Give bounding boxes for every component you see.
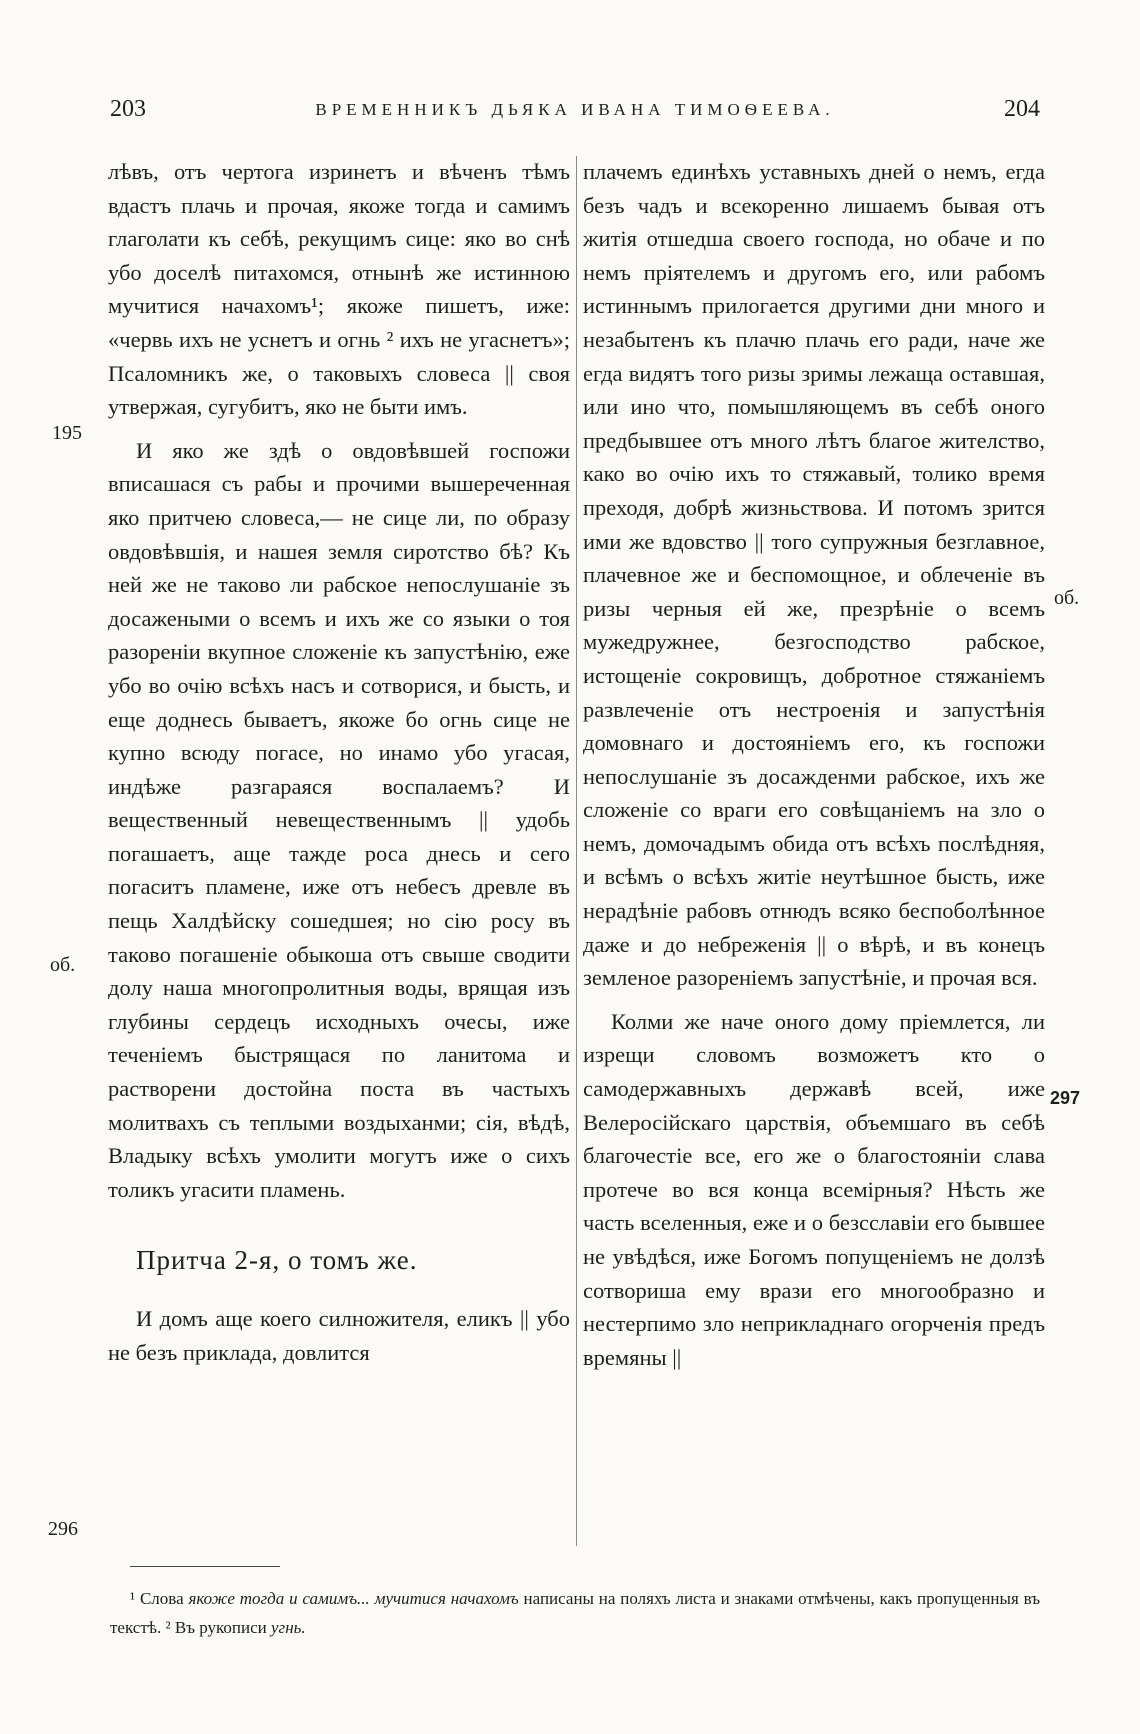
page-number-right: 204 [1004, 96, 1040, 122]
right-column [583, 155, 1045, 1374]
footnote-text-part: Слова [139, 1589, 184, 1608]
paragraph: Колми же наче оного дому пріемлется, ли изрещи словомъ возможетъ кто о самодержавныхъ державѣ всей, иже Велеросійскаго царствія, объемшаго въ себѣ благочестіе все, его же о благостояніи слава протече во вся конца всемірныя? Нѣсть же часть вселенныя, еже и о безсславіи его бывшее не увѣдѣся, иже Богомъ попущеніемъ не долзѣ сотвориша ему врази его многообразно и нестерпимо зло неприкладнаго огорченія предъ времяны || [583, 1008, 1045, 1370]
footnote-marker: ² [165, 1618, 171, 1637]
footnote-text-part: Въ рукописи [174, 1618, 267, 1637]
footnote-italic: угнь. [271, 1618, 306, 1637]
running-header [110, 96, 1040, 130]
footnote-marker: ¹ [130, 1589, 136, 1608]
margin-note-297: 297 [1050, 1088, 1081, 1108]
margin-note-296: 296 [48, 1518, 78, 1540]
page-number-left: 203 [110, 96, 146, 122]
footnotes [110, 1584, 1040, 1642]
footnote-italic: якоже тогда и самимъ... мучитися начахомъ [188, 1589, 519, 1608]
margin-note-right-ob: об. [1054, 587, 1080, 609]
paragraph: И домъ аще коего силножителя, еликъ || убо не безъ приклада, довлится [108, 1306, 570, 1365]
footnote-text-part: написаны на поляхъ листа и знаками отмѣчены, какъ пропущенныя въ текстѣ. [110, 1589, 1040, 1637]
paragraph: И яко же здѣ о овдовѣвшей госпожи вписашася съ рабы и прочими вышереченная яко притчею словеса,— не сице ли, по образу овдовѣвшія, и нашея земля сиротство бѣ? Къ ней же не таково ли рабское непослушаніе зъ досажеными о всемъ и ихъ же со языки о тоя разореніи вкупное сложеніе къ запустѣнію, еже убо во очію всѣхъ насъ и сотворися, и бысть, и еще доднесь бываетъ, якоже бо огнь сице не купно всюду погасе, но инамо убо угасая, индѣже разгараяся воспалаемъ? И вещественный невещественнымъ || удобь погашаетъ, аще тажде роса днесь и сего погаситъ пламене, иже отъ небесъ древле въ пещь Халдѣйску сошедшея; но сію росу въ таково погашеніе обыкоша отъ свыше сводити долу наша многопролитныя воды, врящая изъ глубины сердецъ исходныхъ очесы, иже теченіемъ быстрящася по ланитома и растворени достойна поста въ частыхъ молитвахъ съ теплыми воздыханми; сія, вѣдѣ, Владыку всѣхъ умолити могутъ иже о сихъ толикъ угасити пламень. [108, 437, 570, 1202]
footnote-rule [130, 1566, 280, 1567]
left-column [108, 155, 570, 1369]
paragraph: плачемъ единѣхъ уставныхъ дней о немъ, егда безъ чадъ и всекоренно лишаемъ бывая отъ житія отшедша своего господа, но обаче и по немъ пріятелемъ и другомъ его, или рабомъ истиннымъ прилогается другими дни много и незабытенъ къ плачю плачь его ради, наче же егда видятъ того ризы зримы лежаща оставшая, или ино что, помышляющемъ въ себѣ оного предбывшее отъ много лѣтъ благое жителство, како во очію ихъ то стяжавый, толико время преходя, добрѣ жизньствова. И потомъ зрится ими же вдовство || того супружныя безглавное, плачевное же и беспомощное, и облеченіе въ ризы черныя ей же, презрѣніе о всемъ мужедружнее, безгосподство рабское, истощеніе сокровищъ, добротное стяжаніемъ развлеченіе отъ нестроенія и запустѣнія домовнаго и достояніемъ его, къ госпожи непослушаніе зъ досажденми рабское, ихъ же сложеніе со враги его совѣщаніемъ на зло о немъ, домочадымъ обида отъ всѣхъ послѣдняя, и всѣмъ о всѣхъ житіе неутѣшное бысть, иже нерадѣніе рабовъ отнюдъ всяко беспоболѣнное даже и до небреженія || о вѣрѣ, и въ конецъ земленое разореніемъ запустѣніе, и прочая вся. [583, 159, 1045, 991]
margin-note-195: 195 [52, 422, 82, 444]
margin-note-left-ob: об. [50, 954, 76, 976]
running-title: ВРЕМЕННИКЪ ДЬЯКА ИВАНА ТИМОѲЕЕВА. [315, 100, 835, 119]
section-heading: Притча 2-я, о томъ же. [136, 1245, 418, 1276]
footnote-text [110, 1584, 1040, 1642]
column-divider [576, 156, 577, 1546]
paragraph: лѣвъ, отъ чертога изринетъ и вѣченъ тѣмъ вдастъ плачь и прочая, якоже тогда и самимъ глаголати къ себѣ, рекущимъ сице: яко во снѣ убо доселѣ питахомся, отнынѣ же истинною мучитися начахомъ¹; якоже пишетъ, иже: «червь ихъ не уснетъ и огнь ² ихъ не угаснетъ»; Псаломникъ же, о таковыхъ словеса || своя утвержая, сугубитъ, яко не быти имъ. [108, 159, 570, 420]
